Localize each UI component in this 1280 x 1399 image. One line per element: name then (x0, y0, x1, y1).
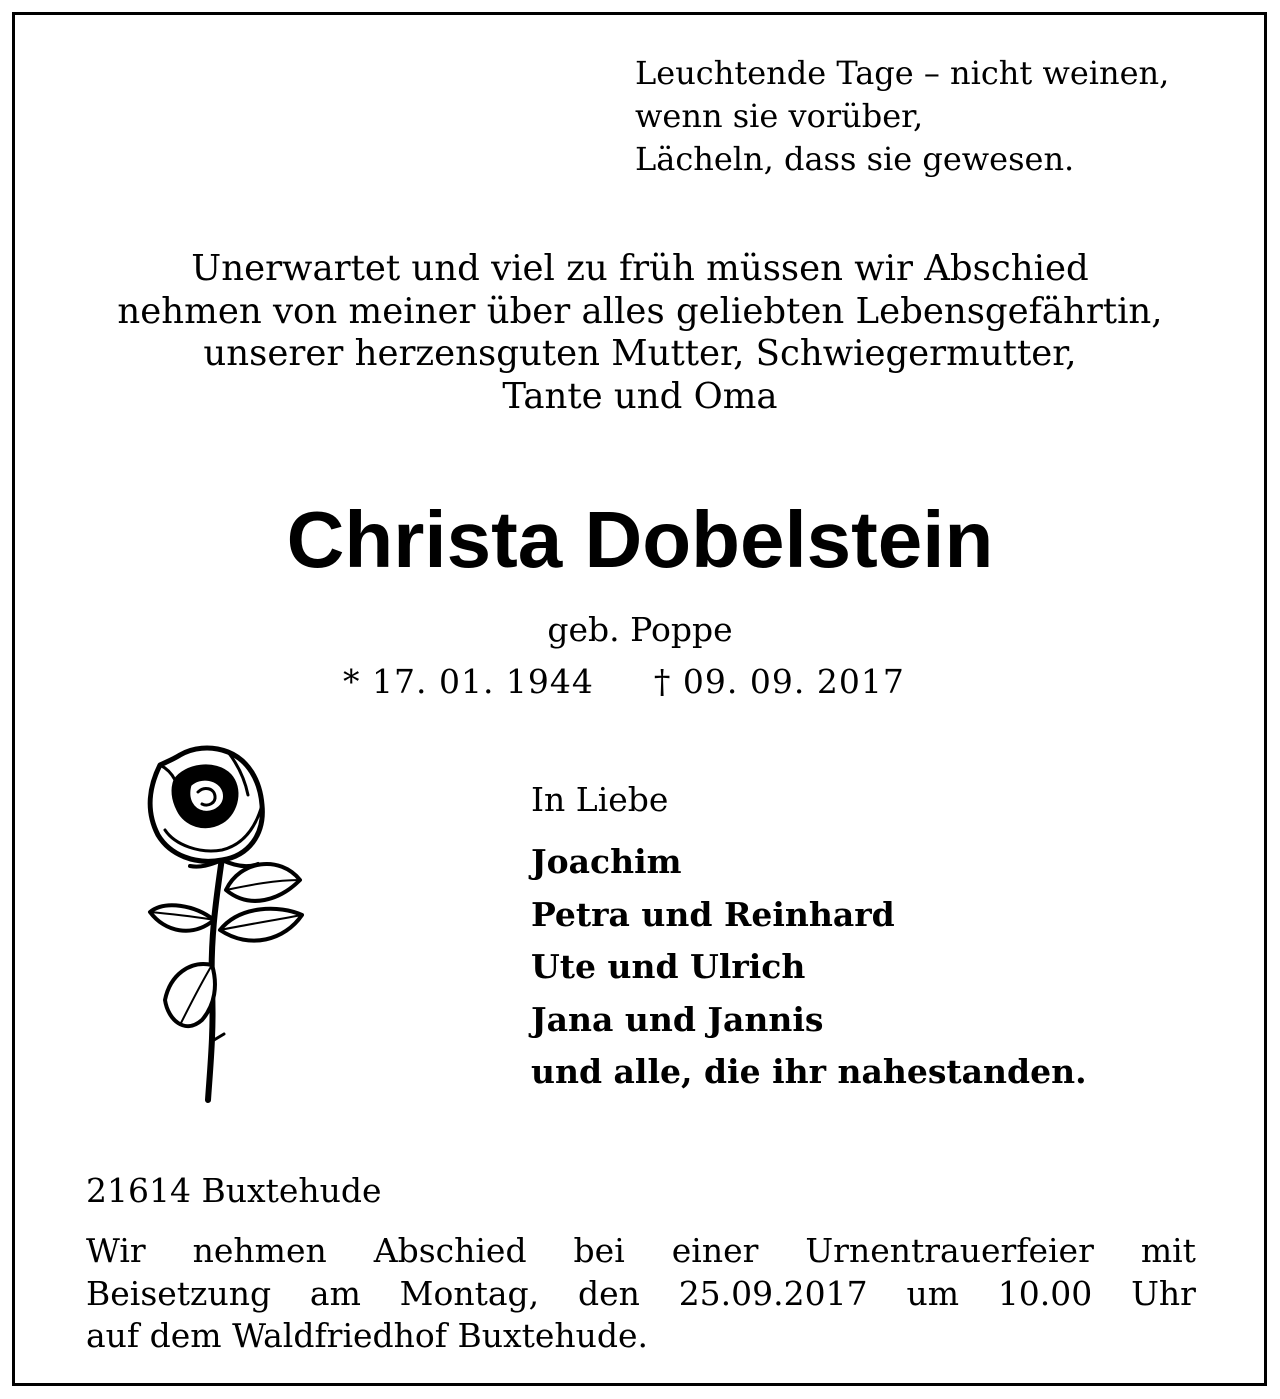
mourners-list (531, 836, 1087, 1099)
notice-word: nehmen (192, 1231, 327, 1270)
notice-word: Uhr (1131, 1273, 1196, 1313)
birth-name: geb. Poppe (547, 610, 733, 649)
notice-word: bei (573, 1231, 625, 1270)
notice-word: 10.00 (997, 1273, 1093, 1313)
notice-word: den (577, 1273, 640, 1313)
mourners-intro: In Liebe (531, 780, 669, 819)
mourner-name: Petra und Reinhard (531, 894, 895, 934)
mourner-name: Ute und Ulrich (531, 947, 806, 986)
mourner-name: Joachim (531, 842, 682, 881)
notice-word: Beisetzung (86, 1273, 272, 1313)
location: 21614 Buxtehude (86, 1171, 382, 1210)
notice-word: Abschied (373, 1231, 527, 1270)
birth-date: * 17. 01. 1944 (343, 662, 594, 701)
intro-line: unserer herzensguten Mutter, Schwiegermutter, (203, 333, 1077, 374)
notice-word: 25.09.2017 (678, 1273, 868, 1313)
mourner-name: Jana und Jannis (531, 999, 824, 1039)
funeral-notice (86, 1230, 1196, 1358)
motto-line: wenn sie vorüber, (635, 97, 924, 135)
deceased-name: Christa Dobelstein (286, 495, 994, 584)
notice-word: Montag, (399, 1273, 540, 1313)
intro-line: nehmen von meiner über alles geliebten Lebensgefährtin, (117, 290, 1163, 332)
notice-word: am (309, 1273, 361, 1313)
notice-word: einer (671, 1231, 759, 1270)
motto-line: Leuchtende Tage – nicht weinen, (635, 54, 1170, 92)
notice-word: Wir (86, 1231, 146, 1270)
motto-verse (635, 52, 1169, 181)
rose-illustration-icon (130, 740, 320, 1105)
death-date: † 09. 09. 2017 (653, 662, 905, 701)
life-dates (343, 660, 905, 704)
motto-line: Lächeln, dass sie gewesen. (635, 140, 1075, 178)
notice-word: um (906, 1273, 959, 1313)
intro-line: Tante und Oma (502, 375, 778, 417)
notice-line (86, 1273, 1196, 1316)
mourner-name: und alle, die ihr nahestanden. (531, 1052, 1087, 1091)
notice-word: mit (1140, 1231, 1196, 1270)
notice-word: Urnentrauerfeier (805, 1231, 1094, 1270)
intro-text (0, 248, 1280, 418)
notice-line (86, 1230, 1196, 1273)
notice-line: auf dem Waldfriedhof Buxtehude. (86, 1316, 649, 1355)
intro-line: Unerwartet und viel zu früh müssen wir Abschied (191, 248, 1089, 289)
